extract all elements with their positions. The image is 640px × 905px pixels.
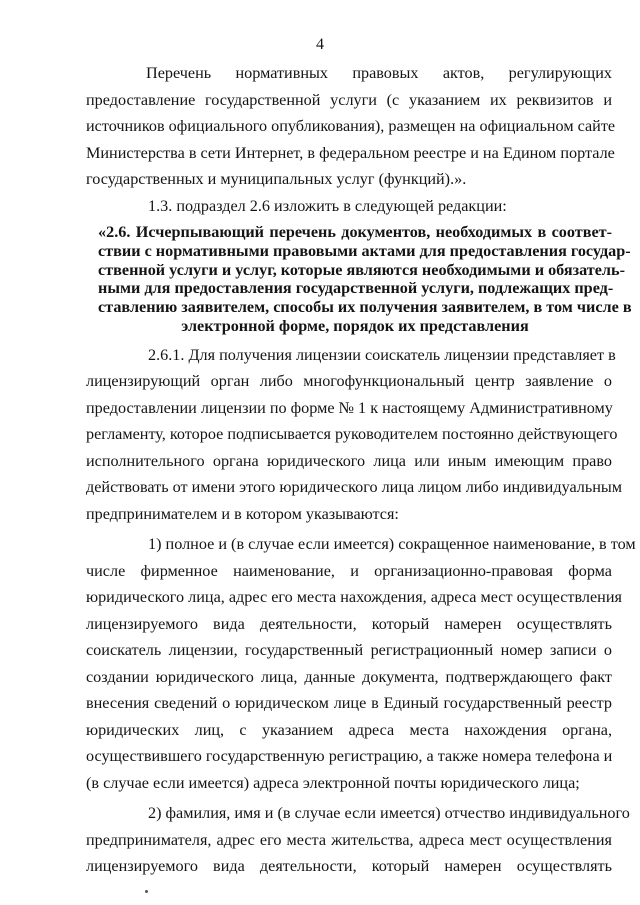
text-line: государственных и муниципальных услуг (функций).».	[86, 170, 467, 188]
scan-speck	[145, 890, 148, 893]
text-line: лицензирующий орган либо многофункциональный центр заявление о	[86, 372, 612, 391]
text-line: предоставление государственной услуги (с указанием их реквизитов и	[86, 90, 612, 109]
text-line: источников официального опубликования), размещен на официальном сайте	[86, 117, 616, 135]
text-line: исполнительного органа юридического лица или иным имеющим право	[86, 451, 612, 470]
paragraph-amendment-note	[112, 193, 612, 220]
text-line: регламенту, которое подписывается руководителем постоянно действующего	[86, 425, 618, 444]
paragraph-item-1	[86, 531, 636, 796]
text-line: лицензируемого вида деятельности, который намерен осуществлять	[86, 614, 612, 633]
text-line: соискатель лицензии, государственный регистрационный номер записи о	[86, 641, 612, 660]
paragraph-regulatory-acts	[86, 60, 616, 193]
text-line: лицензируемого вида деятельности, который намерен осуществлять	[86, 857, 612, 876]
text-line: 2.6.1. Для получения лицензии соискатель лицензии представляет в	[148, 345, 616, 364]
text-line: внесения сведений о юридическом лице в Единый государственный реестр	[86, 694, 612, 713]
text-line: (в случае если имеется) адреса электронной почты юридического лица;	[86, 773, 580, 792]
page-number: 4	[316, 36, 324, 53]
text-line: 2) фамилия, имя и (в случае если имеется) отчество индивидуального	[148, 804, 630, 823]
document-body	[86, 60, 636, 880]
text-line: создании юридического лица, данные документа, подтверждающего факт	[86, 667, 612, 686]
text-line: предпринимателем и в котором указываются:	[86, 504, 399, 523]
heading-line: ствии с нормативными правовыми актами для предоставления государ-	[98, 241, 631, 260]
text-line: 1) полное и (в случае если имеется) сокращенное наименование, в том	[148, 535, 636, 554]
text-line: числе фирменное наименование, и организационно-правовая форма	[86, 561, 612, 580]
text-line: предпринимателя, адрес его места жительства, адреса мест осуществления	[86, 830, 612, 849]
heading-line: ственной услуги и услуг, которые являются необходимыми и обязатель-	[98, 260, 625, 279]
heading-line: «2.6. Исчерпывающий перечень документов, необходимых в соответ-	[98, 223, 612, 241]
text-line: юридического лица, адрес его места нахождения, адреса мест осуществления	[86, 588, 622, 607]
heading-line: ставлению заявителем, способы их получения заявителем, в том числе в	[98, 298, 632, 317]
heading-line: электронной форме, порядок их представления	[181, 316, 529, 335]
paragraph-item-2	[86, 800, 630, 880]
text-line: Перечень нормативных правовых актов, регулирующих	[146, 64, 612, 82]
text-line: осуществившего государственную регистрацию, а также номера телефона и	[86, 747, 613, 766]
text-line: юридических лиц, с указанием адреса места нахождения органа,	[86, 720, 612, 739]
text-line: Министерства в сети Интернет, в федеральном реестре и на Едином портале	[86, 143, 615, 162]
text-line: действовать от имени этого юридического лица лицом либо индивидуальным	[86, 478, 623, 497]
section-heading-2-6	[98, 223, 632, 336]
paragraph-license-application	[86, 342, 623, 528]
text-line: предоставлении лицензии по форме № 1 к настоящему Административному	[86, 398, 613, 417]
text-line: 1.3. подраздел 2.6 изложить в следующей редакции:	[148, 196, 507, 215]
heading-line: ными для предоставления государственной услуги, подлежащих пред-	[98, 279, 614, 298]
